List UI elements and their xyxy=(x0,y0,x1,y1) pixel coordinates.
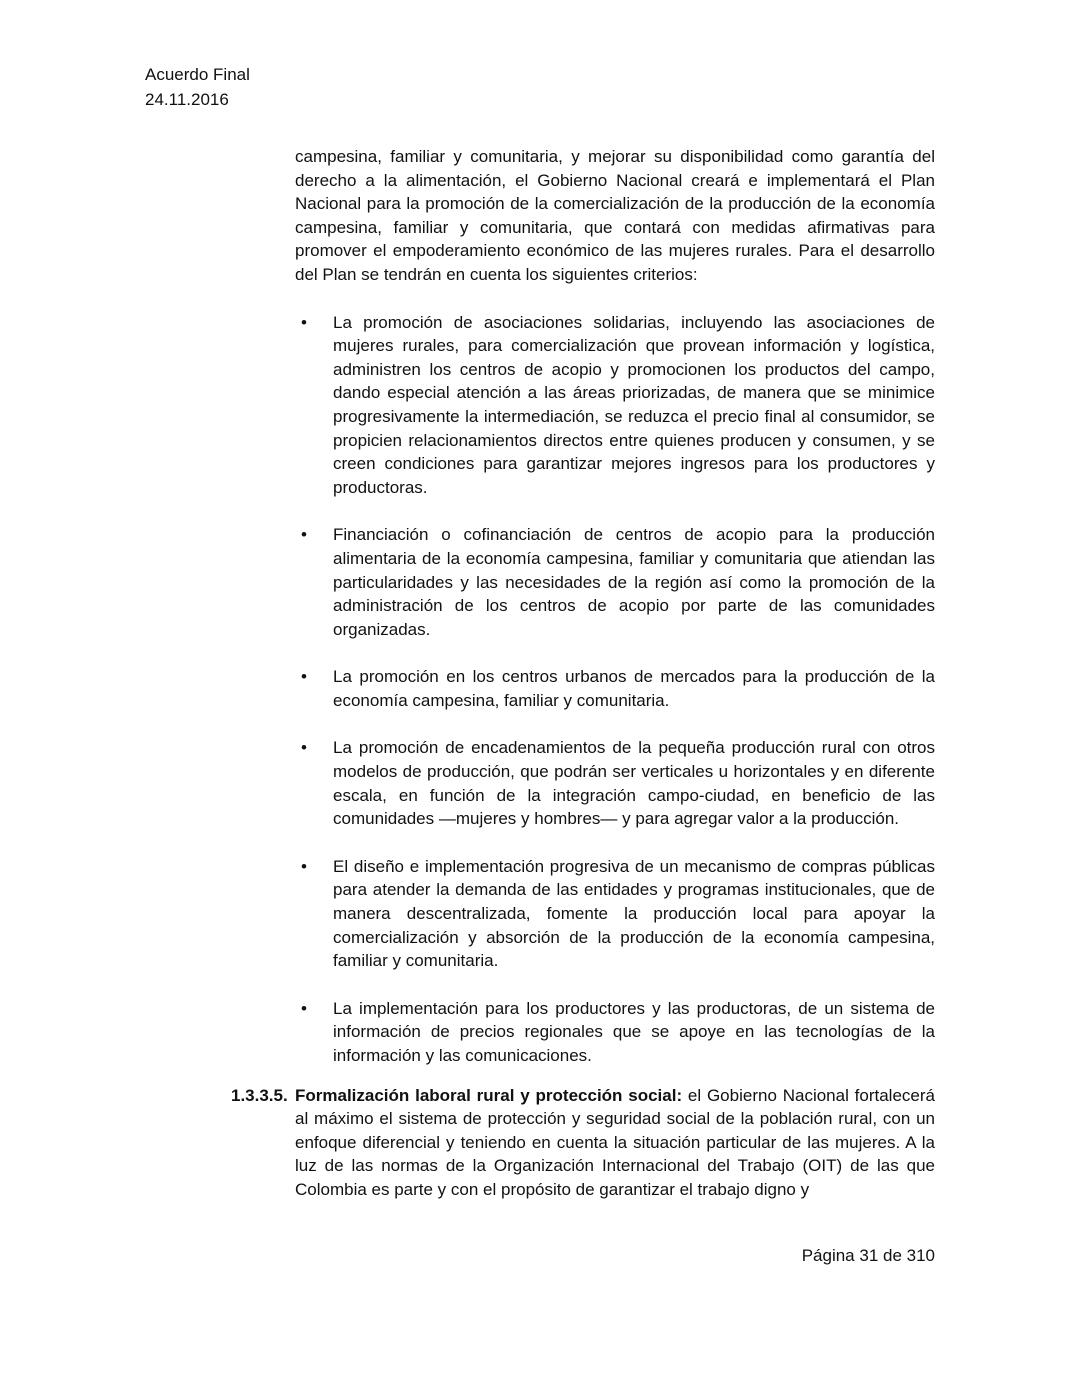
list-item xyxy=(295,523,935,641)
bullet-icon: • xyxy=(301,856,307,876)
bullet-icon: • xyxy=(301,525,307,545)
criteria-list xyxy=(295,311,935,1068)
list-item-text: La promoción de encadenamientos de la pequeña producción rural con otros modelos de producción, que podrán ser verticales u horizontales y en diferente escala, en función de la integración campo-ciudad, en beneficio de las comunidades —mujeres y hombres— y para agregar valor a la producción. xyxy=(333,738,935,829)
list-item-text: La promoción de asociaciones solidarias, incluyendo las asociaciones de mujeres rurales, para comercialización que provean información y logística, administren los centros de acopio y promocionen los productos del campo, dando especial atención a las áreas priorizadas, de manera que se minimice progresivamente la intermediación, se reduzca el precio final al consumidor, se propicien relacionamientos directos entre quienes producen y consumen, y se creen condiciones para garantizar mejores ingresos para los productores y productoras. xyxy=(333,312,935,497)
document-date: 24.11.2016 xyxy=(145,90,229,109)
document-header xyxy=(145,62,250,112)
page-number: Página 31 de 310 xyxy=(801,1246,935,1265)
document-title: Acuerdo Final xyxy=(145,65,250,84)
list-item-text: La promoción en los centros urbanos de mercados para la producción de la economía campesina, familiar y comunitaria. xyxy=(333,667,935,710)
list-item xyxy=(295,736,935,830)
section-number: 1.3.3.5. xyxy=(231,1085,288,1105)
intro-paragraph: campesina, familiar y comunitaria, y mejorar su disponibilidad como garantía del derecho a la alimentación, el Gobierno Nacional creará e implementará el Plan Nacional para la promoción de la comercialización de la producción de la economía campesina, familiar y comunitaria, que contará con medidas afirmativas para promover el empoderamiento económico de las mujeres rurales. Para el desarrollo del Plan se tendrán en cuenta los siguientes criterios: xyxy=(295,147,935,284)
list-item xyxy=(295,997,935,1068)
section-text: el Gobierno Nacional fortalecerá al máximo el sistema de protección y seguridad social de la población rural, con un enfoque diferencial y teniendo en cuenta la situación particular de las mujeres. A la luz de las normas de la Organización Internacional del Trabajo (OIT) de las que Colombia es parte y con el propósito de garantizar el trabajo digno y xyxy=(295,1085,935,1199)
bullet-icon: • xyxy=(301,998,307,1018)
page-body xyxy=(231,145,935,1202)
list-item-text: Financiación o cofinanciación de centros de acopio para la producción alimentaria de la economía campesina, familiar y comunitaria que atiendan las particularidades y las necesidades de la región así como la promoción de la administración de los centros de acopio por parte de las comunidades organizadas. xyxy=(333,525,935,639)
section-title: Formalización laboral rural y protección social: xyxy=(295,1085,683,1105)
bullet-icon: • xyxy=(301,312,307,332)
bullet-icon: • xyxy=(301,738,307,758)
list-item-text: La implementación para los productores y las productoras, de un sistema de información de precios regionales que se apoye en las tecnologías de la información y las comunicaciones. xyxy=(333,998,935,1065)
list-item xyxy=(295,665,935,712)
list-item-text: El diseño e implementación progresiva de un mecanismo de compras públicas para atender la demanda de las entidades y programas institucionales, que de manera descentralizada, fomente la producción local para apoyar la comercialización y absorción de la producción de la economía campesina, familiar y comunitaria. xyxy=(333,856,935,971)
section-1-3-3-5 xyxy=(231,1084,935,1202)
list-item xyxy=(295,311,935,500)
list-item xyxy=(295,855,935,973)
bullet-icon: • xyxy=(301,667,307,687)
